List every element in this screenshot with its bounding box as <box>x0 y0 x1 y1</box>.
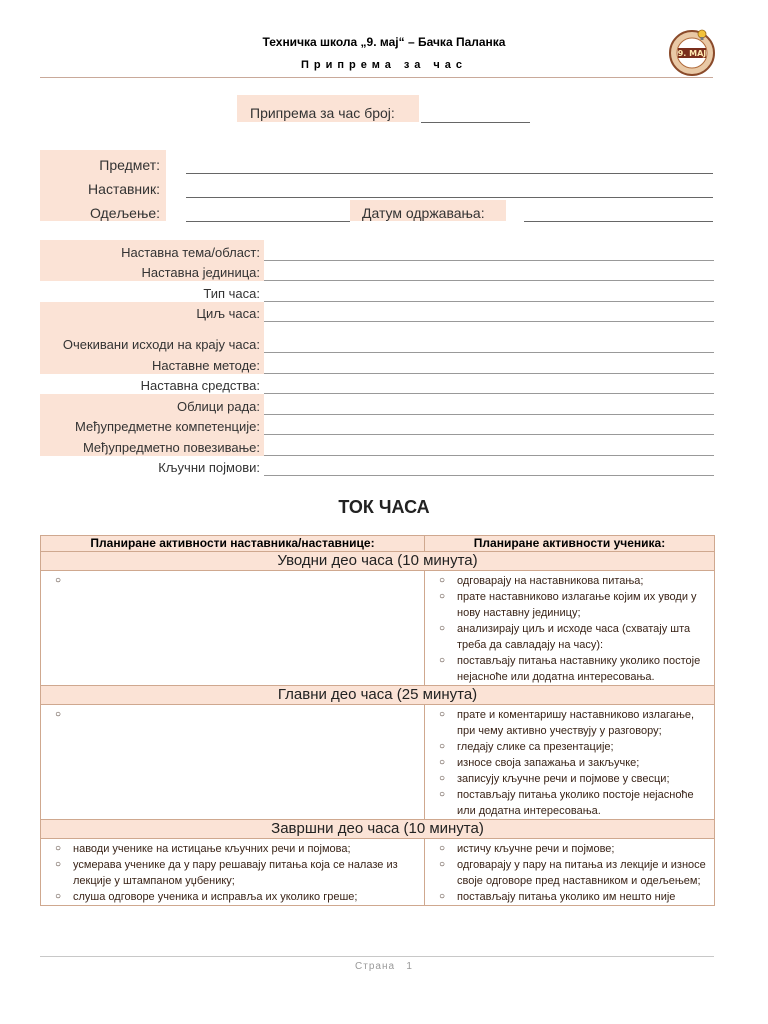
list-item: ○ прате и коментаришу наставниково излагање, при чему активно учествују у разговору; <box>439 709 695 737</box>
circle-bullet-icon: ○ <box>439 757 446 768</box>
circle-bullet-icon: ○ <box>55 891 62 902</box>
school-name: Техничка школа „9. мај“ – Бачка Паланка <box>262 35 506 49</box>
plan-field-keywords[interactable] <box>264 475 714 476</box>
plan-label-keywords: Кључни појмови: <box>158 460 260 475</box>
main-section-row <box>41 705 715 820</box>
main-section-title: Главни део часа (25 минута) <box>41 686 715 705</box>
circle-bullet-icon: ○ <box>439 575 446 586</box>
plan-row-correlation <box>40 435 714 456</box>
circle-bullet-icon: ○ <box>55 709 62 720</box>
plan-label-type: Тип часа: <box>203 286 260 301</box>
list-item: ○ слуша одговоре ученика и исправља их уколико греше; <box>55 891 358 903</box>
list-item: ○ износе своја запажања и закључке; <box>439 757 640 769</box>
circle-bullet-icon: ○ <box>439 789 446 800</box>
plan-row-competences <box>40 415 714 435</box>
circle-bullet-icon: ○ <box>439 591 446 602</box>
closing-student-cell[interactable] <box>425 839 715 906</box>
main-teacher-cell[interactable] <box>41 705 425 820</box>
lesson-flow-table <box>40 535 715 906</box>
closing-teacher-cell[interactable] <box>41 839 425 906</box>
circle-bullet-icon: ○ <box>55 843 62 854</box>
list-item <box>55 707 420 721</box>
circle-bullet-icon: ○ <box>439 773 446 784</box>
plan-row-unit <box>40 261 714 281</box>
plan-label-methods: Наставне методе: <box>152 358 260 373</box>
circle-bullet-icon: ○ <box>439 859 446 870</box>
list-item: ○ одговарају на наставникова питања; <box>439 575 644 587</box>
intro-student-cell[interactable] <box>425 571 715 686</box>
circle-bullet-icon: ○ <box>439 843 446 854</box>
plan-label-outcomes: Очекивани исходи на крају часа: <box>62 337 260 352</box>
list-item: ○ анализирају циљ и исходе часа (схватају шта треба да савладају на часу): <box>439 623 691 651</box>
class-label: Одељење: <box>89 205 160 221</box>
circle-bullet-icon: ○ <box>439 623 446 634</box>
prep-number-field[interactable] <box>421 122 530 123</box>
list-item: ○ постављају питања уколико им нешто није <box>439 891 676 903</box>
list-item: ○ постављају питања уколико постоје нејасноће или додатна интересовања. <box>439 789 694 817</box>
plan-row-methods <box>40 353 714 374</box>
plan-label-goal: Циљ часа: <box>196 306 260 321</box>
teacher-label: Наставник: <box>88 181 160 197</box>
circle-bullet-icon: ○ <box>55 575 62 586</box>
list-item: ○ постављају питања наставнику уколико постоје нејасноће или додатна интересовања. <box>439 655 701 683</box>
closing-section-title: Завршни део часа (10 минута) <box>41 820 715 839</box>
prep-number-label: Припрема за час број: <box>250 105 395 121</box>
list-item: ○ наводи ученике на истицање кључних речи и појмова; <box>55 843 351 855</box>
intro-section-title: Уводни део часа (10 минута) <box>41 552 715 571</box>
school-logo-icon <box>666 26 718 78</box>
circle-bullet-icon: ○ <box>55 859 62 870</box>
list-item: ○ записују кључне речи и појмове у свесци; <box>439 773 670 785</box>
plan-row-work-forms <box>40 394 714 415</box>
footer-divider <box>40 956 714 957</box>
plan-label-competences: Међупредметне компетенције: <box>75 419 260 434</box>
plan-label-correlation: Међупредметно повезивање: <box>82 440 260 455</box>
subject-field[interactable] <box>186 173 713 174</box>
list-item: ○ прате наставниково излагање којим их уводи у нову наставну јединицу; <box>439 591 697 619</box>
plan-row-type <box>40 281 714 302</box>
intro-teacher-cell[interactable] <box>41 571 425 686</box>
plan-label-work-forms: Облици рада: <box>176 399 260 414</box>
list-item: ○ истичу кључне речи и појмове; <box>439 843 615 855</box>
page-number: 1 <box>406 961 413 972</box>
plan-row-keywords <box>40 456 714 476</box>
header-divider <box>40 77 713 78</box>
list-item: ○ одговарају у пару на питања из лекције и износе своје одговоре пред наставником и одељењем; <box>439 859 706 887</box>
subject-label: Предмет: <box>99 157 160 173</box>
lesson-flow-title: ТОК ЧАСА <box>338 497 430 517</box>
circle-bullet-icon: ○ <box>439 709 446 720</box>
lesson-flow-header-row <box>41 536 715 552</box>
teacher-activities-header: Планиране активности наставника/наставнице: <box>41 536 425 552</box>
page-footer <box>0 961 768 972</box>
plan-row-topic <box>40 240 714 261</box>
page-label: Страна <box>355 961 396 972</box>
plan-label-unit: Наставна јединица: <box>141 265 260 280</box>
circle-bullet-icon: ○ <box>439 655 446 666</box>
class-field[interactable] <box>186 221 350 222</box>
date-field[interactable] <box>524 221 713 222</box>
main-student-cell[interactable] <box>425 705 715 820</box>
list-item: ○ гледају слике са презентације; <box>439 741 614 753</box>
closing-section-row <box>41 839 715 906</box>
intro-section-row <box>41 571 715 686</box>
document-subtitle: Припрема за час <box>300 59 467 71</box>
plan-row-goal <box>40 302 714 322</box>
circle-bullet-icon: ○ <box>439 891 446 902</box>
list-item <box>55 573 420 587</box>
plan-label-resources: Наставна средства: <box>140 378 260 393</box>
list-item: ○ усмерава ученике да у пару решавају питања која се налазе из лекције у штампаном уџбенику; <box>55 859 398 887</box>
student-activities-header: Планиране активности ученика: <box>425 536 715 552</box>
date-label: Датум одржавања: <box>362 205 485 221</box>
teacher-field[interactable] <box>186 197 713 198</box>
svg-text:9. МАЈ: 9. МАЈ <box>677 49 707 58</box>
plan-label-topic: Наставна тема/област: <box>121 245 260 260</box>
plan-row-resources <box>40 374 714 394</box>
circle-bullet-icon: ○ <box>439 741 446 752</box>
plan-row-outcomes <box>40 322 714 353</box>
